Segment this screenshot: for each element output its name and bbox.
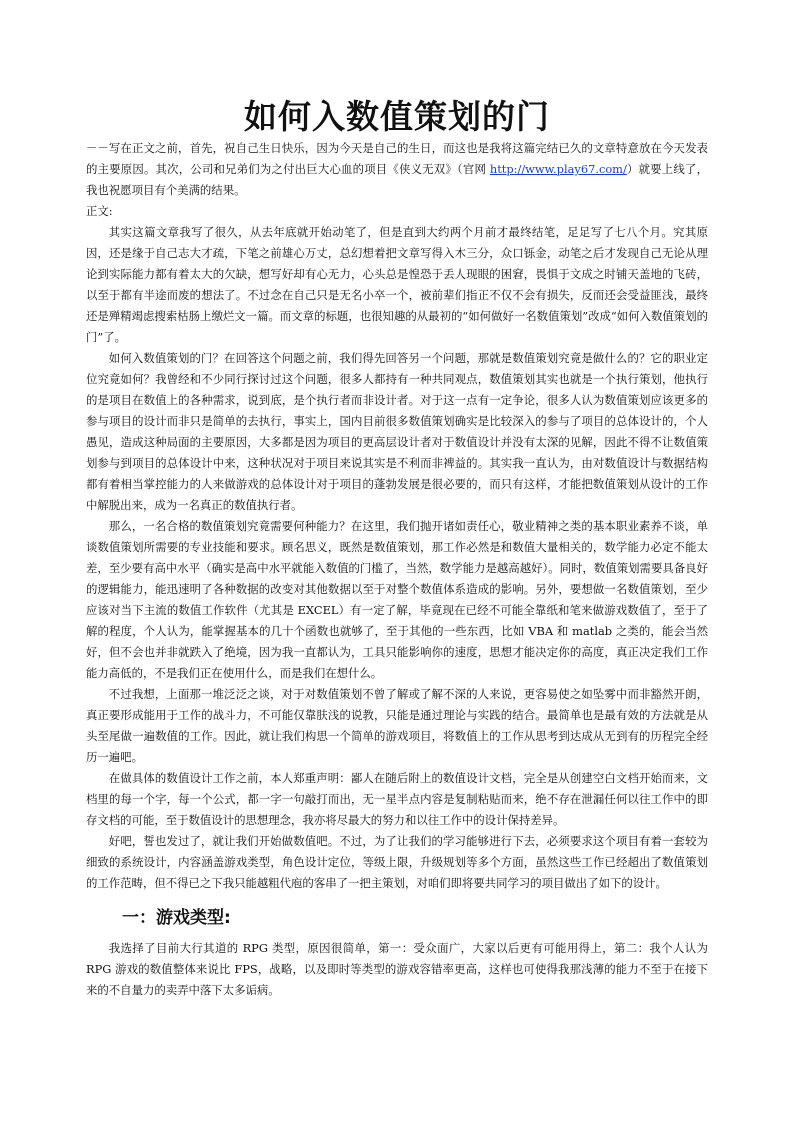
body-paragraph-3: 那么，一名合格的数值策划究竟需要何种能力？在这里，我们抛开诸如责任心，敬业精神之类的基本职业素养不谈，单谈数值策划所需要的专业技能和要求。顾名思义，既然是数值策划，那工作必然是和数值大量相关的，数学能力必定不能太差，至少要有高中水平（确实是高中水平就能入数值的门槛了，当然，数学能力是越高越好）。同时，数值策划需要具备良好的逻辑能力，能迅速明了各种数据的改变对其他数据以至于对整个数值体系造成的影响。另外，要想做一名数值策划，至少应该对当下主流的数值工作软件（尤其是 EXCEL）有一定了解，毕竟现在已经不可能全靠纸和笔来做游戏数值了，至于了解的程度，个人认为，能掌握基本的几十个函数也就够了，至于其他的一些东西，比如 VBA 和 matlab 之类的，能会当然好，但不会也并非就跌入了绝境，因为我一直都认为，工具只能影响你的速度，思想才能决定你的高度，真正决定我们工作能力高低的，不是我们正在使用什么，而是我们在想什么。 bbox=[86, 519, 708, 680]
body-paragraph-5: 在做具体的数值设计工作之前，本人郑重声明：鄙人在随后附上的数值设计文档，完全是从创建空白文档开始而来，文档里的每一个字，每一个公式，都一字一句敲打而出，无一星半点内容是复制粘贴而来，绝不存在泄漏任何以往工作中的即存文档的可能，至于数值设计的思想理念，我亦将尽最大的努力和以往工作中的设计保持差异。 bbox=[86, 771, 708, 827]
document-page bbox=[86, 96, 708, 1001]
preface-text-b: ）就要上线了，我也祝愿项目有个美满的结果。 bbox=[86, 162, 708, 197]
main-text-label: 正文: bbox=[86, 204, 113, 218]
official-site-link[interactable]: http://www.play67.com/ bbox=[489, 162, 627, 176]
body-paragraph-2: 如何入数值策划的门？在回答这个问题之前，我们得先回答另一个问题，那就是数值策划究竟是做什么的？它的职业定位究竟如何？我曾经和不少同行探讨过这个问题，很多人都持有一种共同观点，数值策划其实也就是一个执行策划，他执行的是项目在数值上的各种需求，说到底，是个执行者而非设计者。对于这一点有一定争论，很多人认为数值策划应该更多的参与项目的设计而非只是简单的去执行，事实上，国内目前很多数值策划确实是比较深入的参与了项目的总体设计的，个人愚见，造成这种局面的主要原因，大多都是因为项目的更高层设计者对于数值设计并没有太深的见解，因此不得不让数值策划参与到项目的总体设计中来，这种状况对于项目来说其实是不利而非裨益的。其实我一直认为，由对数值设计与数据结构都有着相当掌控能力的人来做游戏的总体设计对于项目的蓬勃发展是很必要的，而只有这样，才能把数值策划从设计的工作中解脱出来，成为一名真正的数值执行者。 bbox=[86, 351, 708, 512]
document-title: 如何入数值策划的门 bbox=[244, 97, 550, 136]
body-paragraph-1: 其实这篇文章我写了很久，从去年底就开始动笔了，但是直到大约两个月前才最终结笔，足足写了七八个月。究其原因，还是缘于自己志大才疏，下笔之前雄心万丈，总幻想着把文章写得入木三分，众口铄金，动笔之后才发现自己无论从理论到实际能力都有着太大的欠缺，想写好却有心无力，心头总是惶恐于丢人现眼的困窘，畏惧于文成之时铺天盖地的飞砖，以至于都有半途而废的想法了。不过念在自己只是无名小卒一个，被前辈们指正不仅不会有损失，反而还会受益匪浅，最终还是殚精竭虑搜索枯肠上缴烂文一篇。而文章的标题，也很知趣的从最初的“如何做好一名数值策划”改成“如何入数值策划的门”了。 bbox=[86, 225, 708, 344]
section-heading-game-type: 一：游戏类型: bbox=[122, 908, 231, 928]
body-paragraph-4: 不过我想，上面那一堆泛泛之谈，对于对数值策划不曾了解或了解不深的人来说，更容易使之如坠雾中而非豁然开朗，真正要形成能用于工作的战斗力，不可能仅靠肤浅的说教，只能是通过理论与实践的结合。最简单也是最有效的方法就是从头至尾做一遍数值的工作。因此，就让我们构思一个简单的游戏项目，将数值上的工作从思考到达成从无到有的历程完全经历一遍吧。 bbox=[86, 687, 708, 764]
section-paragraph-game-type: 我选择了目前大行其道的 RPG 类型，原因很简单，第一：受众面广，大家以后更有可能用得上，第二：我个人认为 RPG 游戏的数值整体来说比 FPS，战略，以及即时等类型的游戏容错率更高，这样也可使得我那浅薄的能力不至于在接下来的不自量力的卖弄中落下太多诟病。 bbox=[86, 941, 708, 997]
body-paragraph-6: 好吧，誓也发过了，就让我们开始做数值吧。不过，为了让我们的学习能够进行下去，必须要求这个项目有着一套较为细致的系统设计，内容涵盖游戏类型，角色设计定位，等级上限，升级规划等多个方面，虽然这些工作已经超出了数值策划的工作范畴，但不得已之下我只能越粗代庖的客串了一把主策划，对咱们即将要共同学习的项目做出了如下的设计。 bbox=[86, 834, 708, 890]
preface-text-a: －－写在正文之前，首先，祝自己生日快乐，因为今天是自己的生日，而这也是我将这篇完结已久的文章特意放在今天发表的主要原因。其次，公司和兄弟们为之付出巨大心血的项目《侠义无双》（官网 bbox=[86, 141, 708, 176]
preface-paragraph bbox=[86, 138, 708, 201]
